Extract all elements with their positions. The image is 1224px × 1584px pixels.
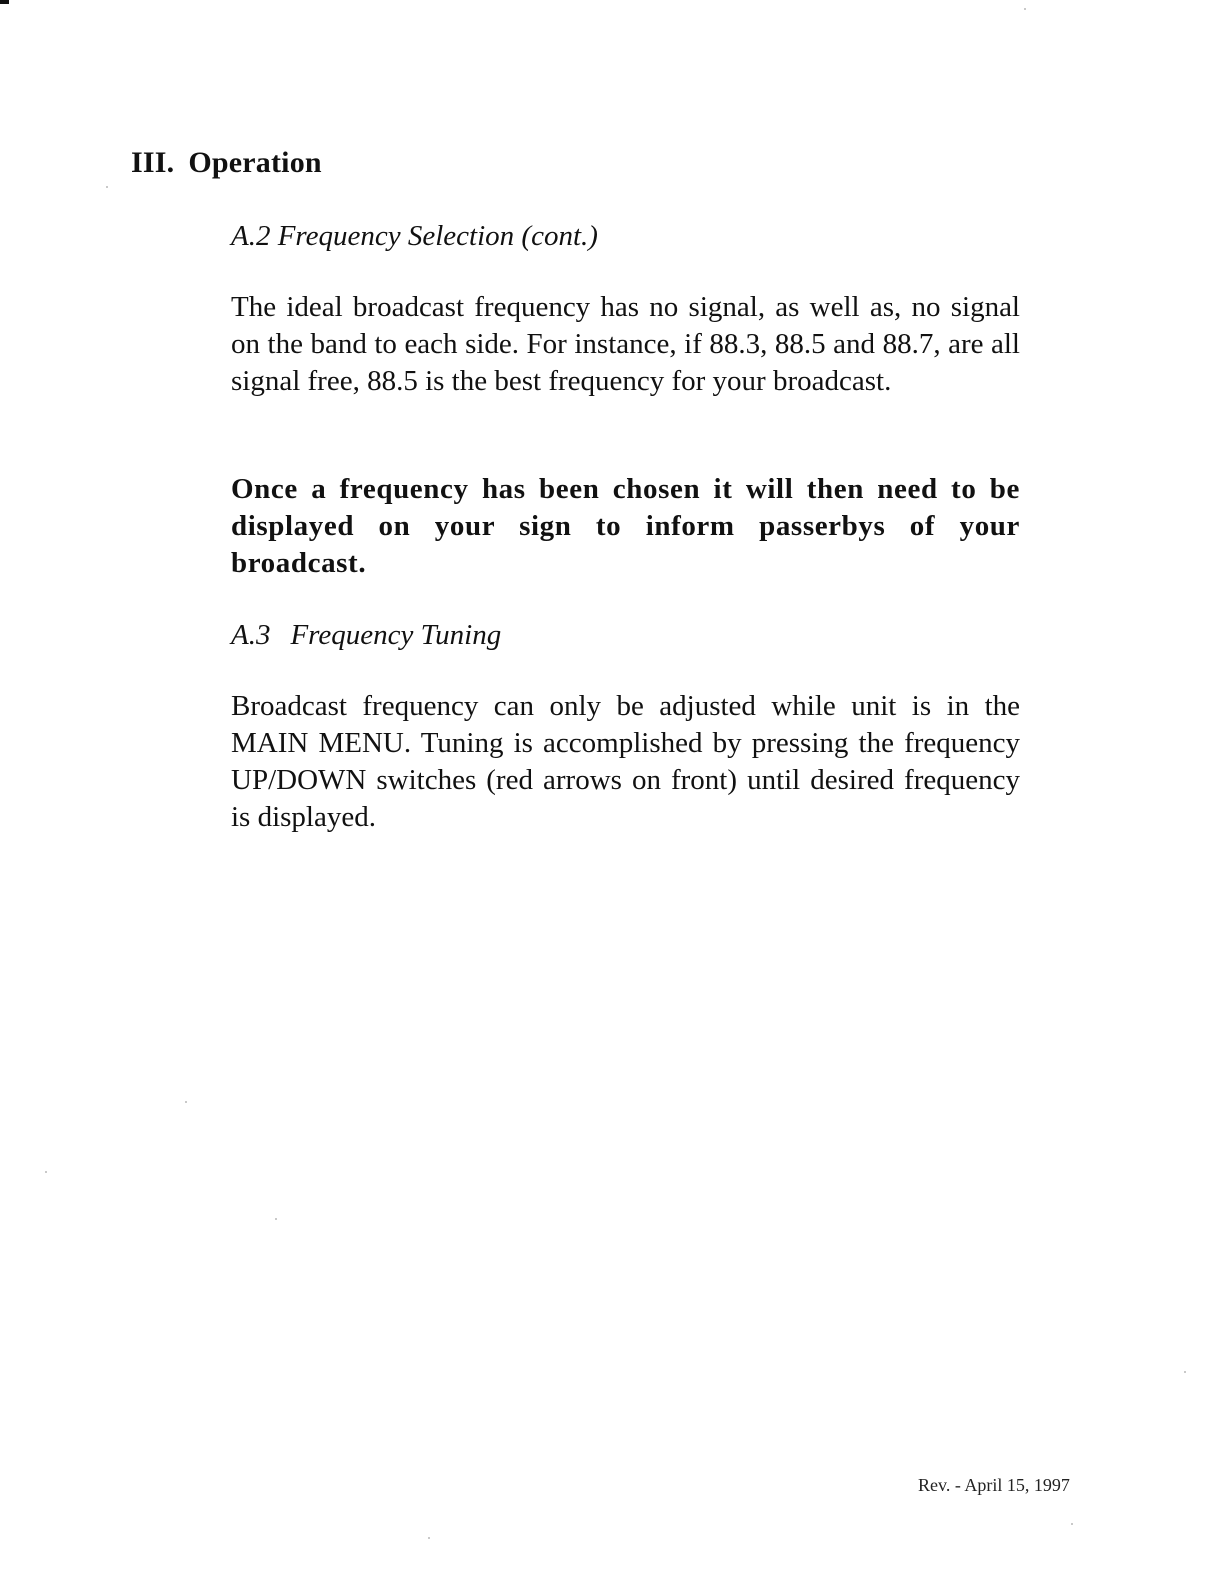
scan-corner-mark (0, 0, 9, 4)
subsection-heading-a3 (231, 619, 501, 652)
subsection-heading-a2 (231, 220, 598, 253)
subsection-title: Frequency Selection (cont.) (277, 220, 598, 252)
scan-speck (1024, 8, 1026, 10)
scan-speck (275, 1218, 277, 1220)
scan-speck (428, 1537, 430, 1539)
subsection-title: Frequency Tuning (290, 619, 502, 651)
section-title: Operation (188, 146, 322, 179)
section-number: III. (131, 146, 175, 179)
scan-speck (1071, 1523, 1073, 1525)
paragraph-frequency-tuning: Broadcast frequency can only be adjusted while unit is in the MAIN MENU. Tuning is accomplished by pressing the frequency UP/DOWN switches (red arrows on front) until desired frequency is displayed. (231, 690, 1020, 833)
scan-speck (185, 1101, 187, 1103)
paragraph-ideal-frequency: The ideal broadcast frequency has no signal, as well as, no signal on the band to each side. For instance, if 88.3, 88.5 and 88.7, are all signal free, 88.5 is the best frequency for your broadcast. (231, 291, 1020, 397)
revision-date: Rev. - April 15, 1997 (918, 1475, 1070, 1495)
scan-speck (45, 1171, 47, 1173)
section-heading (131, 146, 322, 180)
scan-speck (106, 186, 108, 188)
subsection-number: A.2 (231, 220, 271, 252)
subsection-number: A.3 (231, 619, 271, 651)
paragraph-frequency-display-notice: Once a frequency has been chosen it will then need to be displayed on your sign to inform passerbys of your broadcast. (231, 473, 1020, 579)
scan-speck (1184, 1371, 1186, 1373)
